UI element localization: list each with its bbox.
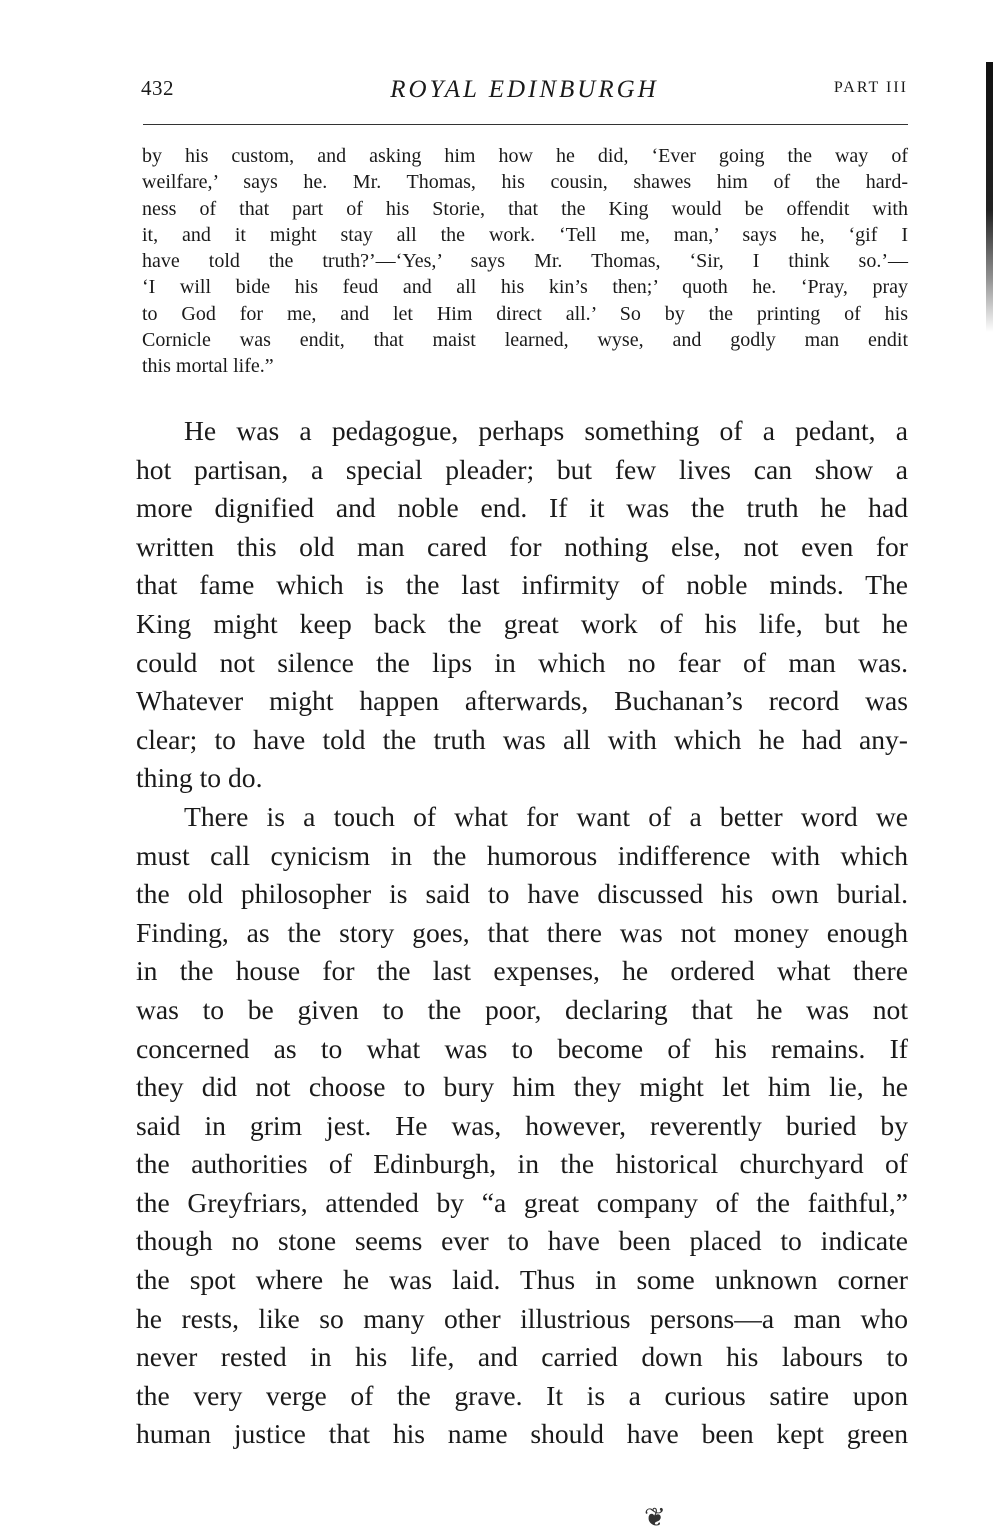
text-line: the spot where he was laid. Thus in some unknown corner bbox=[136, 1264, 908, 1296]
text-line: written this old man cared for nothing else, not even for bbox=[136, 530, 908, 562]
text-line: King might keep back the great work of his life, but he bbox=[136, 607, 908, 639]
quote-line: ness of that part of his Storie, that the King would be offendit with bbox=[142, 197, 908, 220]
printer-ornament-icon: ❦ bbox=[644, 1503, 666, 1532]
text-line: must call cynicism in the humorous indifference with which bbox=[136, 839, 908, 871]
text-line: thing to do. bbox=[136, 762, 263, 794]
quote-line: by his custom, and asking him how he did, ‘Ever going the way of bbox=[142, 145, 908, 167]
quote-line: Cornicle was endit, that maist learned, wyse, and godly man endit bbox=[142, 329, 908, 352]
text-line: There is a touch of what for want of a better word we bbox=[184, 800, 908, 832]
text-line: that fame which is the last infirmity of noble minds. The bbox=[136, 569, 908, 601]
text-line: Whatever might happen afterwards, Buchanan’s record was bbox=[136, 685, 908, 717]
body-text bbox=[136, 412, 908, 1454]
text-line: said in grim jest. He was, however, reverently buried by bbox=[136, 1109, 908, 1141]
page-header bbox=[141, 76, 908, 110]
text-line: they did not choose to bury him they might let him lie, he bbox=[136, 1071, 908, 1103]
quote-line: weilfare,’ says he. Mr. Thomas, his cousin, shawes him of the hard- bbox=[142, 171, 908, 194]
quote-line: have told the truth?’—‘Yes,’ says Mr. Thomas, ‘Sir, I think so.’— bbox=[142, 250, 908, 273]
running-title: ROYAL EDINBURGH bbox=[390, 76, 659, 103]
quote-line: ‘I will bide his feud and all his kin’s then;’ quoth he. ‘Pray, pray bbox=[142, 276, 908, 299]
quote-line: it, and it might stay all the work. ‘Tell me, man,’ says he, ‘gif I bbox=[142, 223, 908, 246]
page-edge-shadow bbox=[986, 62, 993, 332]
paragraph-2 bbox=[136, 798, 908, 1454]
block-quote bbox=[142, 143, 908, 380]
header-rule bbox=[143, 124, 908, 125]
text-line: in the house for the last expenses, he ordered what there bbox=[136, 955, 908, 987]
part-label: PART III bbox=[833, 79, 908, 96]
text-line: human justice that his name should have been kept green bbox=[136, 1418, 908, 1450]
text-line: concerned as to what was to become of his remains. If bbox=[136, 1032, 908, 1064]
text-line: He was a pedagogue, perhaps something of a pedant, a bbox=[184, 415, 908, 446]
text-line: the very verge of the grave. It is a curious satire upon bbox=[136, 1379, 908, 1411]
text-line: the authorities of Edinburgh, in the historical churchyard of bbox=[136, 1148, 908, 1180]
text-line: more dignified and noble end. If it was the truth he had bbox=[136, 492, 908, 524]
text-line: Finding, as the story goes, that there was not money enough bbox=[136, 916, 908, 948]
text-line: was to be given to the poor, declaring that he was not bbox=[136, 993, 908, 1025]
text-line: the old philosopher is said to have discussed his own burial. bbox=[136, 878, 908, 910]
quote-line: to God for me, and let Him direct all.’ So by the printing of his bbox=[142, 302, 908, 325]
text-line: he rests, like so many other illustrious persons—a man who bbox=[136, 1302, 908, 1334]
paragraph-1 bbox=[136, 412, 908, 798]
text-line: clear; to have told the truth was all with which he had any- bbox=[136, 723, 908, 755]
text-line: though no stone seems ever to have been placed to indicate bbox=[136, 1225, 908, 1257]
text-line: never rested in his life, and carried down his labours to bbox=[136, 1341, 908, 1373]
quote-line: this mortal life.” bbox=[142, 355, 274, 378]
page-number: 432 bbox=[141, 76, 174, 100]
text-line: hot partisan, a special pleader; but few lives can show a bbox=[136, 453, 908, 485]
text-line: could not silence the lips in which no fear of man was. bbox=[136, 646, 908, 678]
text-line: the Greyfriars, attended by “a great company of the faithful,” bbox=[136, 1186, 908, 1218]
